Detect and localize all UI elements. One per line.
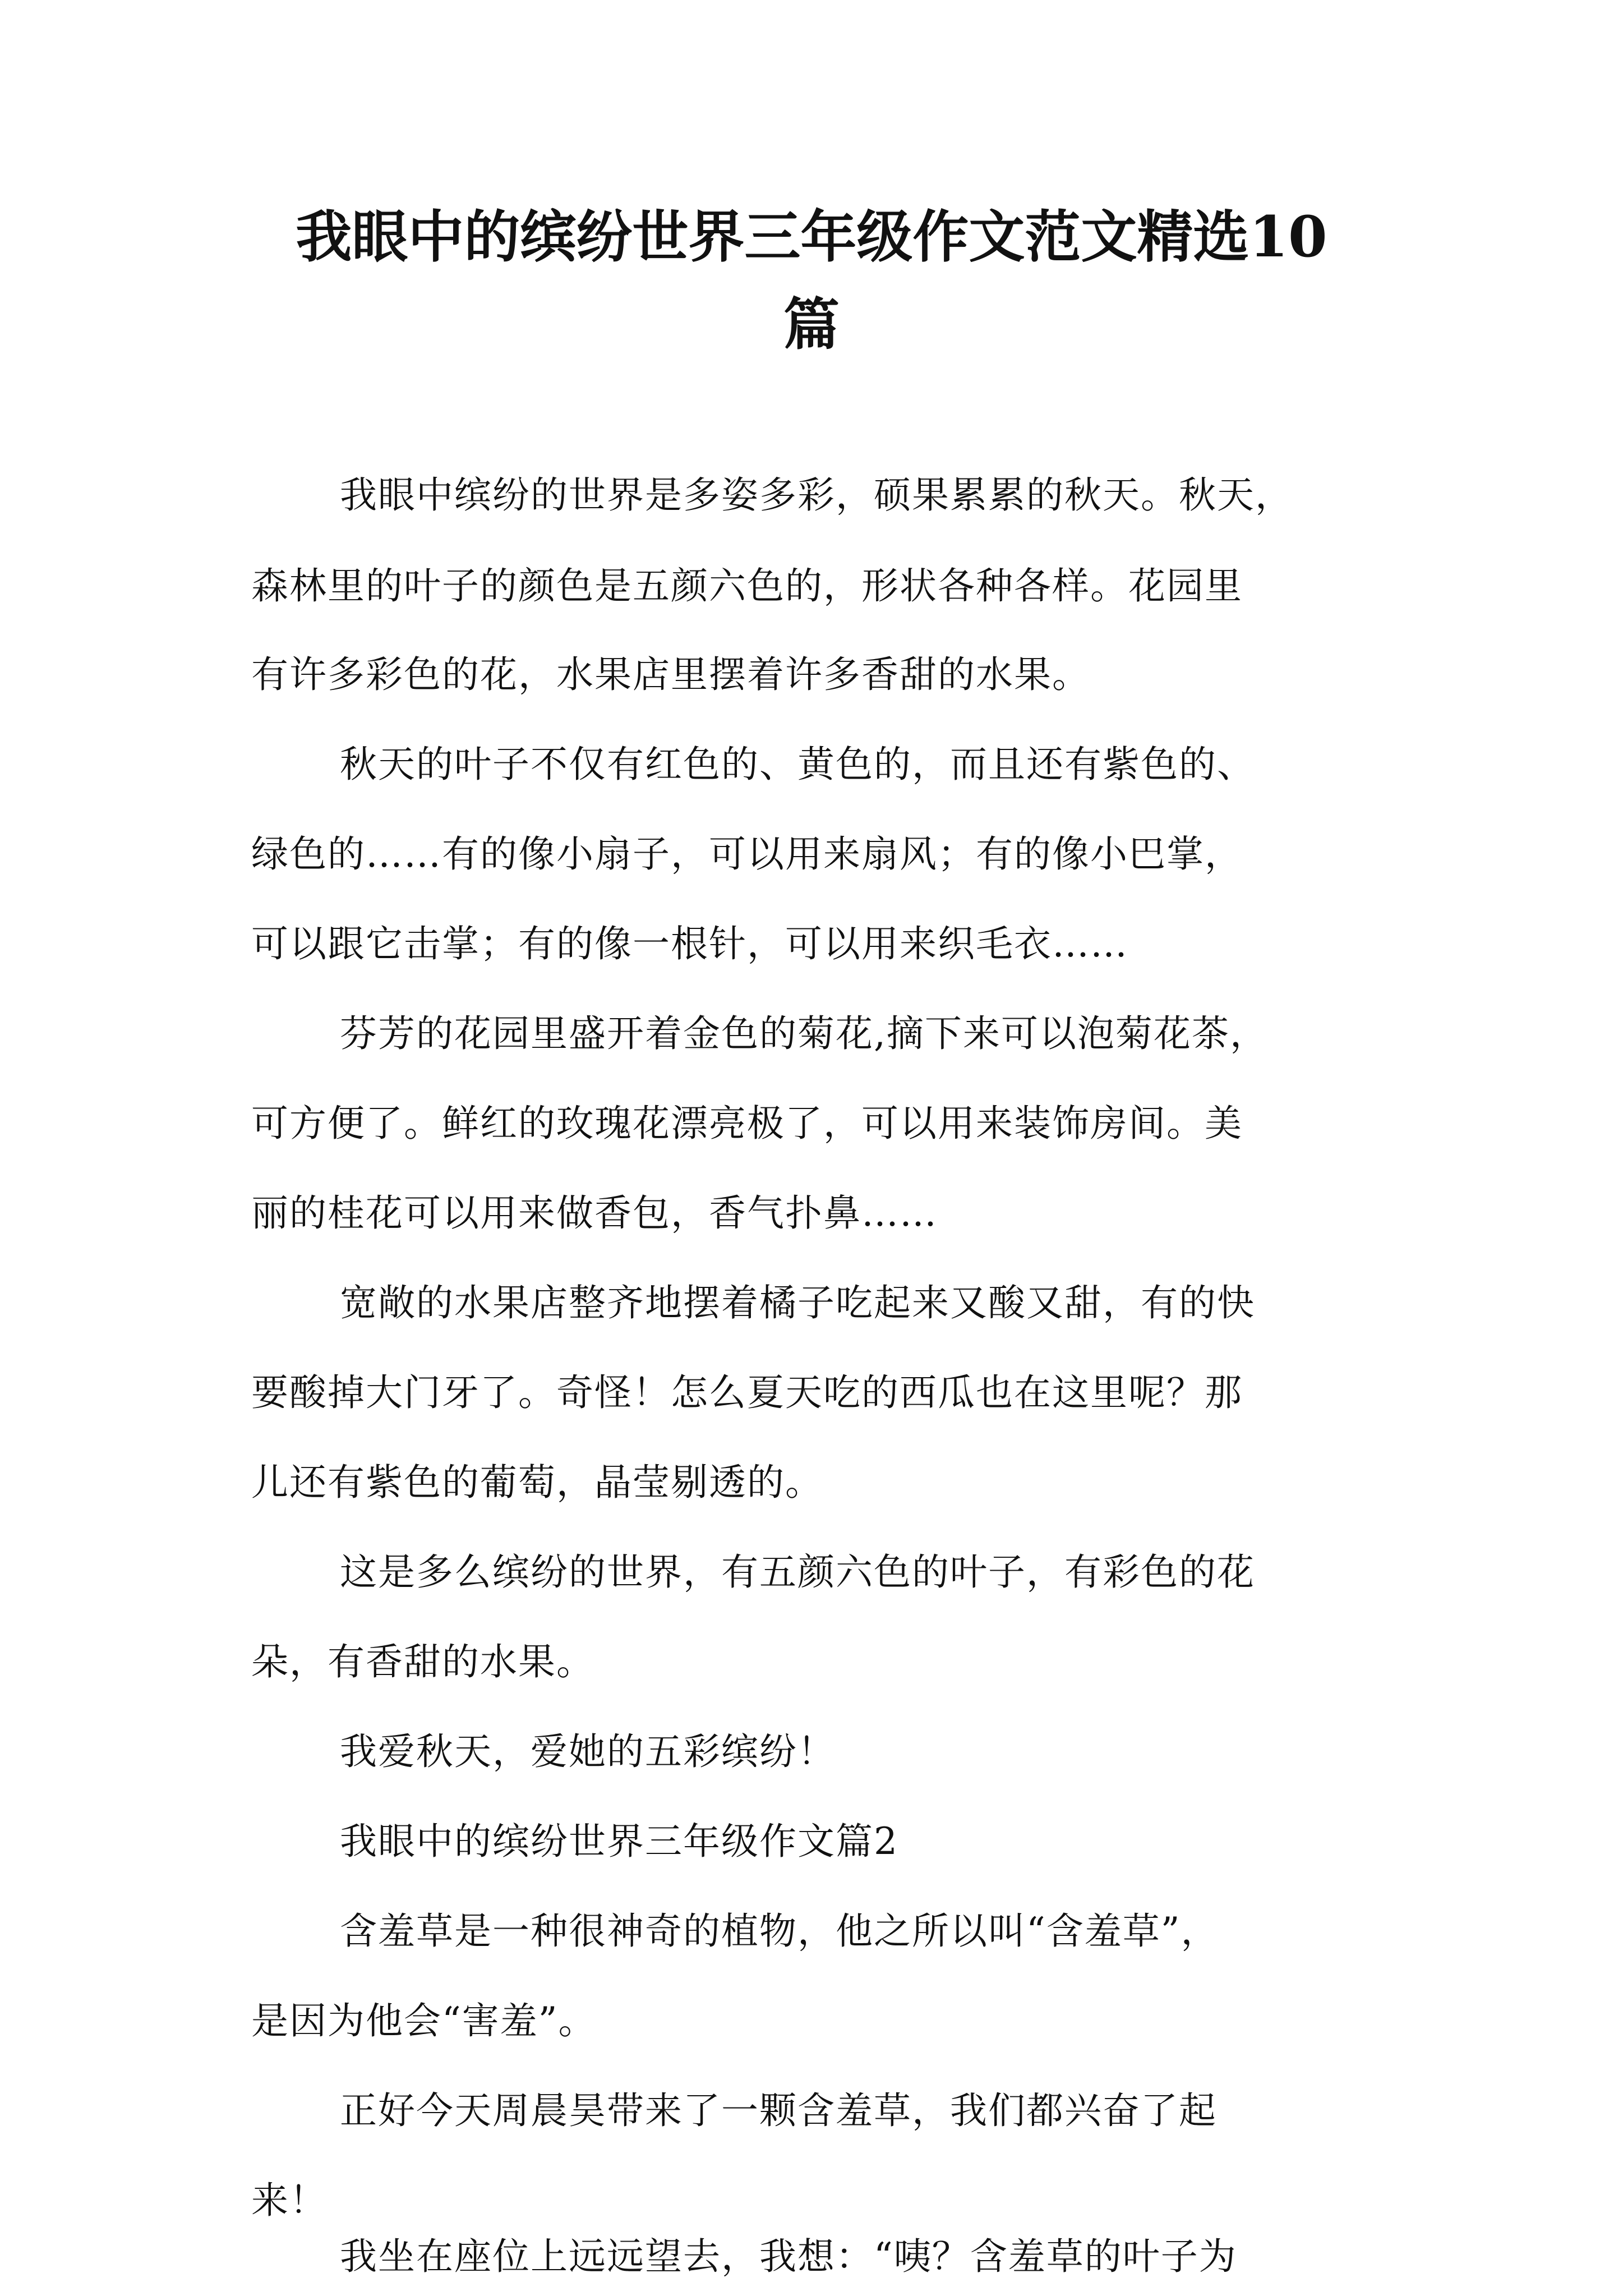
paragraph-8-line-1: 含羞草是一种很神奇的植物，他之所以叫“含羞草”， bbox=[340, 1910, 1219, 1953]
paragraph-3-line-1: 芬芳的花园里盛开着金色的菊花,摘下来可以泡菊花茶， bbox=[340, 1012, 1268, 1055]
paragraph-1-line-1: 我眼中缤纷的世界是多姿多彩，硕果累累的秋天。秋天， bbox=[340, 473, 1293, 517]
paragraph-4-line-1: 宽敞的水果店整齐地摆着橘子吃起来又酸又甜，有的快 bbox=[340, 1281, 1255, 1324]
paragraph-10-line-1: 我坐在座位上远远望去，我想：“咦？含羞草的叶子为 bbox=[340, 2235, 1237, 2278]
document-title-line-2: 篇 bbox=[783, 291, 840, 357]
paragraph-4-line-3: 儿还有紫色的葡萄，晶莹剔透的。 bbox=[251, 1461, 823, 1504]
paragraph-3-line-3: 丽的桂花可以用来做香包，香气扑鼻…… bbox=[251, 1191, 938, 1235]
paragraph-4-line-2: 要酸掉大门牙了。奇怪！怎么夏天吃的西瓜也在这里呢？那 bbox=[251, 1371, 1243, 1414]
paragraph-3-line-2: 可方便了。鲜红的玫瑰花漂亮极了，可以用来装饰房间。美 bbox=[251, 1102, 1243, 1145]
paragraph-5-line-2: 朵，有香甜的水果。 bbox=[251, 1640, 594, 1683]
paragraph-2-line-2: 绿色的……有的像小扇子，可以用来扇风；有的像小巴掌， bbox=[251, 832, 1243, 876]
paragraph-6-line-1: 我爱秋天，爱她的五彩缤纷！ bbox=[340, 1730, 836, 1773]
paragraph-5-line-1: 这是多么缤纷的世界，有五颜六色的叶子，有彩色的花 bbox=[340, 1550, 1255, 1594]
paragraph-2-line-3: 可以跟它击掌；有的像一根针，可以用来织毛衣…… bbox=[251, 922, 1128, 965]
paragraph-9-line-2: 来！ bbox=[251, 2179, 328, 2222]
essay-2-heading: 我眼中的缤纷世界三年级作文篇2 bbox=[340, 1820, 898, 1863]
paragraph-1-line-2: 森林里的叶子的颜色是五颜六色的，形状各种各样。花园里 bbox=[251, 564, 1243, 608]
paragraph-9-line-1: 正好今天周晨昊带来了一颗含羞草，我们都兴奋了起 bbox=[340, 2089, 1217, 2132]
paragraph-8-line-2: 是因为他会“害羞”。 bbox=[251, 1999, 597, 2042]
paragraph-1-line-3: 有许多彩色的花，水果店里摆着许多香甜的水果。 bbox=[251, 653, 1090, 696]
paragraph-2-line-1: 秋天的叶子不仅有红色的、黄色的，而且还有紫色的、 bbox=[340, 743, 1255, 786]
document-title-line-1: 我眼中的缤纷世界三年级作文范文精选10 bbox=[296, 204, 1327, 270]
